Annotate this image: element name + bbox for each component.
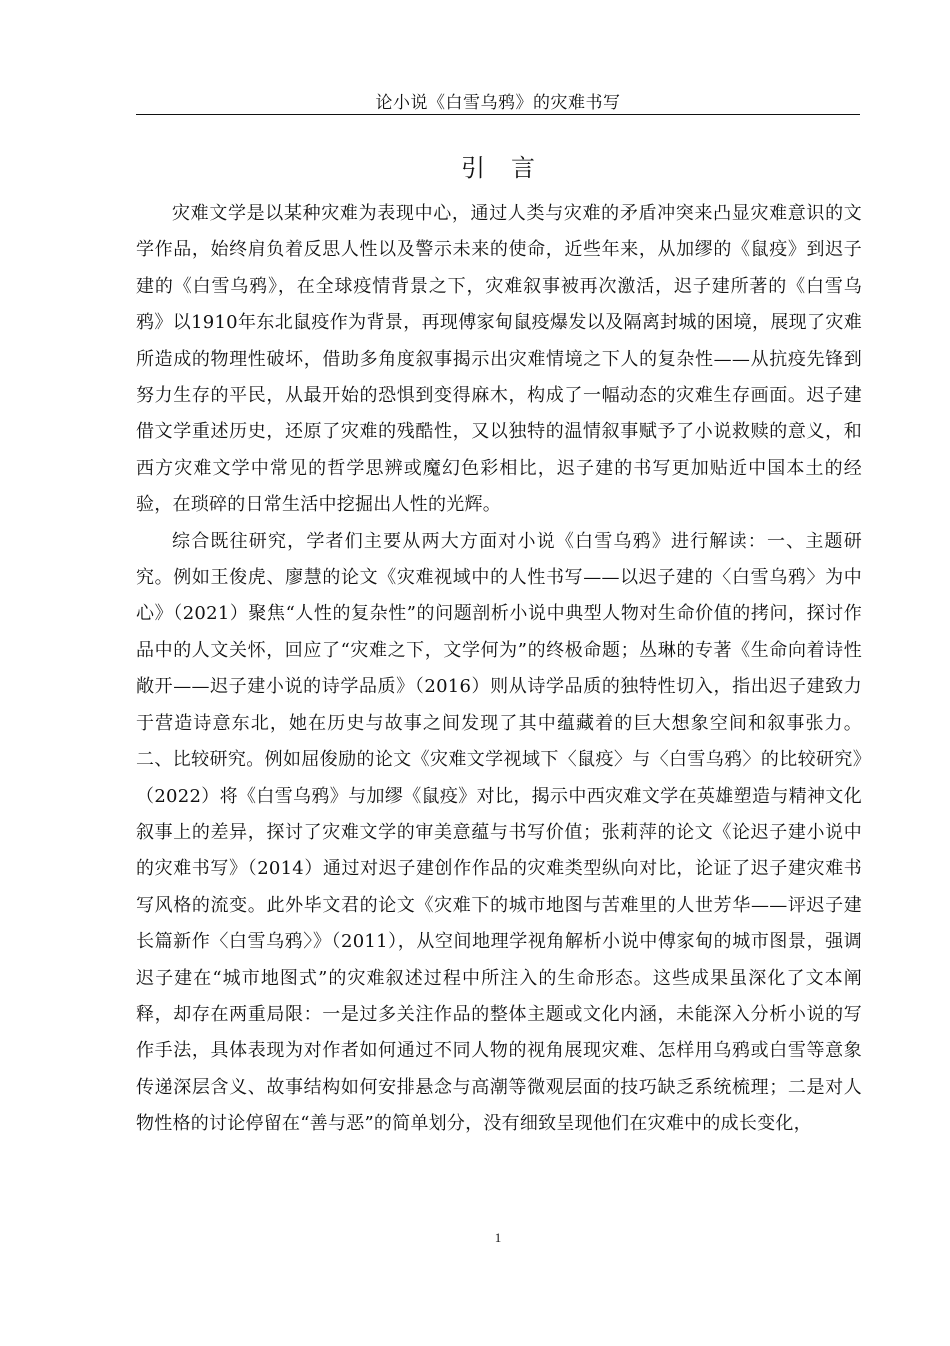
header-divider (136, 114, 860, 115)
running-header: 论小说《白雪乌鸦》的灾难书写 (375, 93, 621, 113)
section-title: 引言 (461, 154, 561, 182)
paragraph-2: 综合既往研究，学者们主要从两大方面对小说《白雪乌鸦》进行解读：一、主题研究。例如王俊虎、廖慧的论文《灾难视域中的人性书写——以迟子建的〈白雪乌鸦〉为中心》（2021）聚焦“人性的复杂性”的问题剖析小说中典型人物对生命价值的拷问，探讨作品中的人文关怀，回应了“灾难之下，文学何为”的终极命题；丛琳的专著《生命向着诗性敞开——迟子建小说的诗学品质》（2016）则从诗学品质的独特性切入，指出迟子建致力于营造诗意东北，她在历史与故事之间发现了其中蕴藏着的巨大想象空间和叙事张力。二、比较研究。例如屈俊励的论文《灾难文学视域下〈鼠疫〉与〈白雪乌鸦〉的比较研究》（2022）将《白雪乌鸦》与加缪《鼠疫》对比，揭示中西灾难文学在英雄塑造与精神文化叙事上的差异，探讨了灾难文学的审美意蕴与书写价值；张莉萍的论文《论迟子建小说中的灾难书写》（2014）通过对迟子建创作作品的灾难类型纵向对比，论证了迟子建灾难书写风格的流变。此外毕文君的论文《灾难下的城市地图与苦难里的人世芳华——评迟子建长篇新作〈白雪乌鸦〉》（2011），从空间地理学视角解析小说中傅家甸的城市图景，强调迟子建在“城市地图式”的灾难叙述过程中所注入的生命形态。这些成果虽深化了文本阐释，却存在两重局限：一是过多关注作品的整体主题或文化内涵，未能深入分析小说的写作手法，具体表现为对作者如何通过不同人物的视角展现灾难、怎样用乌鸦或白雪等意象传递深层含义、故事结构如何安排悬念与高潮等微观层面的技巧缺乏系统梳理；二是对人物性格的讨论停留在“善与恶”的简单划分，没有细致呈现他们在灾难中的成长变化， (136, 530, 862, 1135)
paragraph-1: 灾难文学是以某种灾难为表现中心，通过人类与灾难的矛盾冲突来凸显灾难意识的文学作品，始终肩负着反思人性以及警示未来的使命，近些年来，从加缪的《鼠疫》到迟子建的《白雪乌鸦》，在全球疫情背景之下，灾难叙事被再次激活，迟子建所著的《白雪乌鸦》以1910年东北鼠疫作为背景，再现傅家甸鼠疫爆发以及隔离封城的困境，展现了灾难所造成的物理性破坏，借助多角度叙事揭示出灾难情境之下人的复杂性——从抗疫先锋到努力生存的平民，从最开始的恐惧到变得麻木，构成了一幅动态的灾难生存画面。迟子建借文学重述历史，还原了灾难的残酷性，又以独特的温情叙事赋予了小说救赎的意义，和西方灾难文学中常见的哲学思辨或魔幻色彩相比，迟子建的书写更加贴近中国本土的经验，在琐碎的日常生活中挖掘出人性的光辉。 (136, 203, 862, 516)
page-number: 1 (494, 1230, 502, 1245)
body-text (136, 196, 862, 1143)
